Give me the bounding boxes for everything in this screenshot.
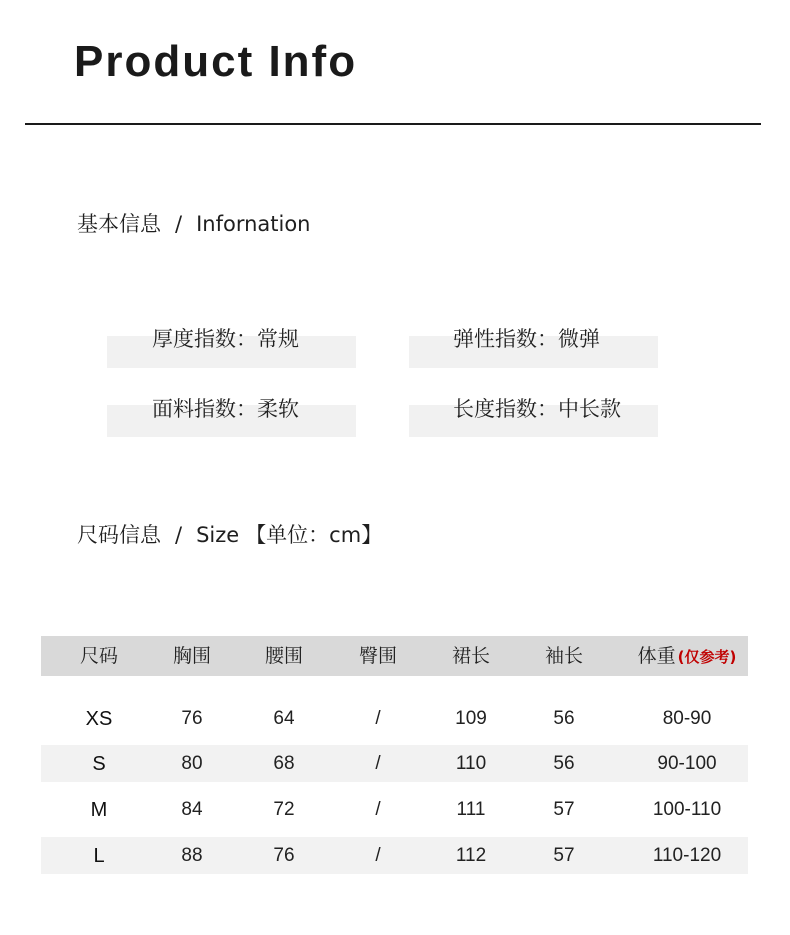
table-cell-weight: 100-110 (652, 799, 722, 820)
size-info-heading-en: Size (196, 523, 240, 547)
basic-info-separator: / (175, 212, 183, 236)
table-cell-size: XS (85, 708, 113, 730)
table-cell-chest: 80 (181, 753, 203, 774)
attr-thickness: 厚度指数：常规 (152, 327, 299, 351)
table-header-skirt-length (452, 644, 490, 668)
table-header-label: 腰围 (264, 645, 304, 667)
table-cell-chest: 88 (181, 845, 203, 866)
table-header-size (80, 644, 118, 668)
table-header-label: 胸围 (172, 645, 212, 667)
attr-fabric: 面料指数：柔软 (152, 397, 299, 421)
size-info-heading-cn: 尺码信息 (77, 523, 161, 547)
table-cell-chest: 76 (181, 708, 203, 729)
attr-length: 长度指数：中长款 (453, 397, 621, 421)
table-cell-size: L (93, 845, 105, 867)
table-cell-size: M (90, 799, 108, 821)
table-cell-skirt-length: 112 (455, 845, 487, 866)
table-header-weight (638, 644, 737, 669)
table-cell-hip: / (375, 799, 381, 820)
table-cell-skirt-length: 109 (455, 708, 487, 729)
table-cell-sleeve-length: 57 (553, 799, 575, 820)
table-header-waist (265, 644, 303, 668)
table-header-label: 袖长 (544, 645, 584, 667)
title-divider (25, 123, 761, 125)
page-title: Product Info (74, 37, 358, 86)
basic-info-heading-cn: 基本信息 (77, 212, 161, 236)
table-cell-weight: 110-120 (652, 845, 722, 866)
table-cell-skirt-length: 111 (456, 799, 486, 820)
size-info-separator: / (175, 523, 183, 547)
weight-reference-note: (仅参考) (677, 648, 737, 666)
table-header-chest (173, 644, 211, 668)
table-row-stripe (41, 837, 748, 874)
table-header-hip (359, 644, 397, 668)
table-cell-weight: 90-100 (657, 753, 717, 774)
table-row-stripe (41, 745, 748, 782)
basic-info-heading (77, 210, 311, 238)
table-header-label: 臀围 (358, 645, 398, 667)
table-header-label: 体重 (637, 645, 676, 667)
table-header-label: 尺码 (79, 645, 119, 667)
table-cell-waist: 72 (273, 799, 295, 820)
size-info-heading (77, 521, 382, 549)
table-cell-sleeve-length: 57 (553, 845, 575, 866)
table-cell-hip: / (375, 753, 381, 774)
table-header-sleeve-length (545, 644, 583, 668)
table-cell-chest: 84 (181, 799, 203, 820)
table-cell-sleeve-length: 56 (553, 753, 575, 774)
table-cell-waist: 64 (273, 708, 295, 729)
size-info-unit: 【单位：cm】 (245, 523, 383, 547)
table-cell-sleeve-length: 56 (553, 708, 575, 729)
table-cell-hip: / (375, 708, 381, 729)
basic-info-heading-en: Infornation (196, 212, 311, 236)
table-cell-skirt-length: 110 (455, 753, 487, 774)
table-cell-weight: 80-90 (662, 708, 712, 729)
attr-elasticity: 弹性指数：微弹 (453, 327, 600, 351)
table-cell-hip: / (375, 845, 381, 866)
table-header-label: 裙长 (451, 645, 491, 667)
table-cell-waist: 76 (273, 845, 295, 866)
table-cell-waist: 68 (273, 753, 295, 774)
table-cell-size: S (92, 753, 106, 775)
